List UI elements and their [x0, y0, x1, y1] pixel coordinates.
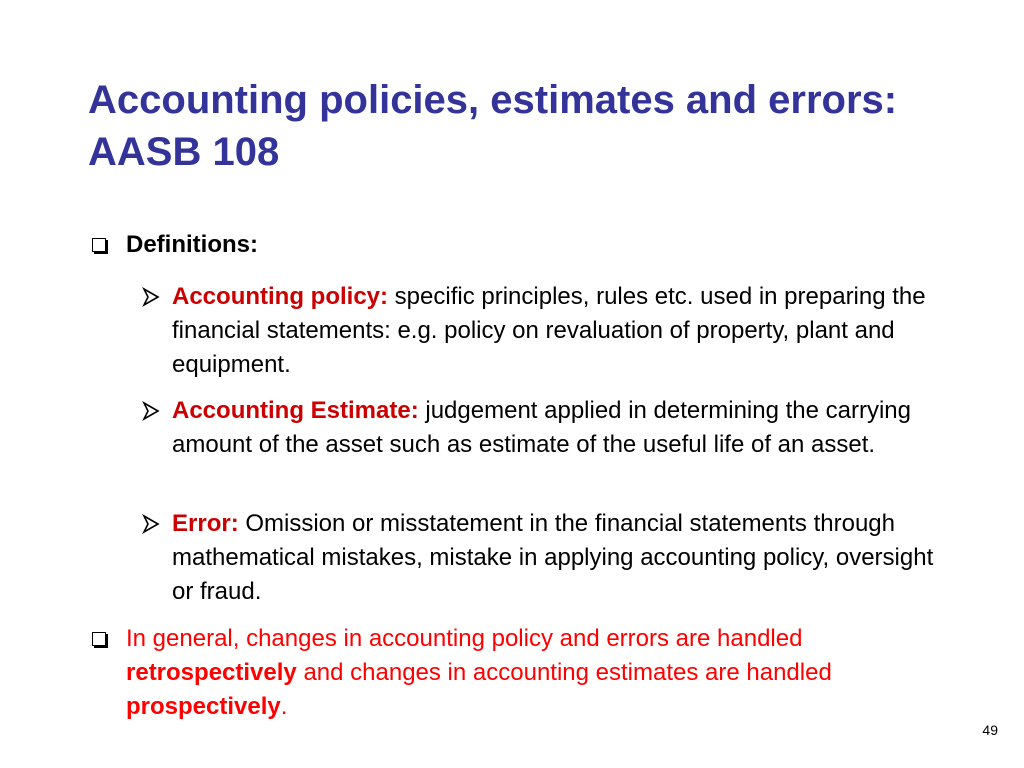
arrowhead-icon — [142, 287, 160, 307]
hollow-square-icon — [92, 632, 106, 646]
page-number: 49 — [982, 722, 998, 738]
bullet-definitions — [92, 228, 972, 262]
definition-error: Omission or misstatement in the financial statements through mathematical mistakes, mistake in applying accounting policy, oversight or fraud. — [172, 510, 934, 605]
term-error: Error: — [172, 510, 239, 537]
sub-bullet-accounting-estimate — [142, 394, 942, 462]
emphasis-retrospectively: retrospectively — [126, 659, 297, 686]
definition-accounting-estimate: judgement applied in determining the carrying amount of the asset such as estimate of the useful life of an asset. — [172, 397, 911, 458]
slide-title: Accounting policies, estimates and errors: AASB 108 — [88, 78, 898, 174]
bullet-in-general — [92, 622, 972, 724]
definition-accounting-policy: specific principles, rules etc. used in preparing the financial statements: e.g. policy on revaluation of property, plant and equipment. — [172, 283, 926, 378]
term-accounting-policy: Accounting policy: — [172, 283, 388, 310]
bullet-in-general-text — [126, 622, 972, 724]
emphasis-prospectively: prospectively — [126, 693, 281, 720]
sub-bullet-text — [172, 280, 942, 382]
arrowhead-icon — [142, 514, 160, 534]
arrowhead-icon — [142, 401, 160, 421]
term-accounting-estimate: Accounting Estimate: — [172, 397, 419, 424]
sub-bullet-error — [142, 507, 942, 609]
in-general-text-after: . — [280, 693, 288, 720]
in-general-text-before: In general, changes in accounting policy and errors are handled — [126, 625, 803, 652]
sub-bullet-accounting-policy — [142, 280, 942, 382]
sub-bullet-text — [172, 394, 942, 462]
bullet-definitions-text: Definitions: — [126, 231, 258, 258]
hollow-square-icon — [92, 238, 106, 252]
sub-bullet-text — [172, 507, 942, 609]
in-general-text-middle: and changes in accounting estimates are handled — [303, 659, 832, 686]
